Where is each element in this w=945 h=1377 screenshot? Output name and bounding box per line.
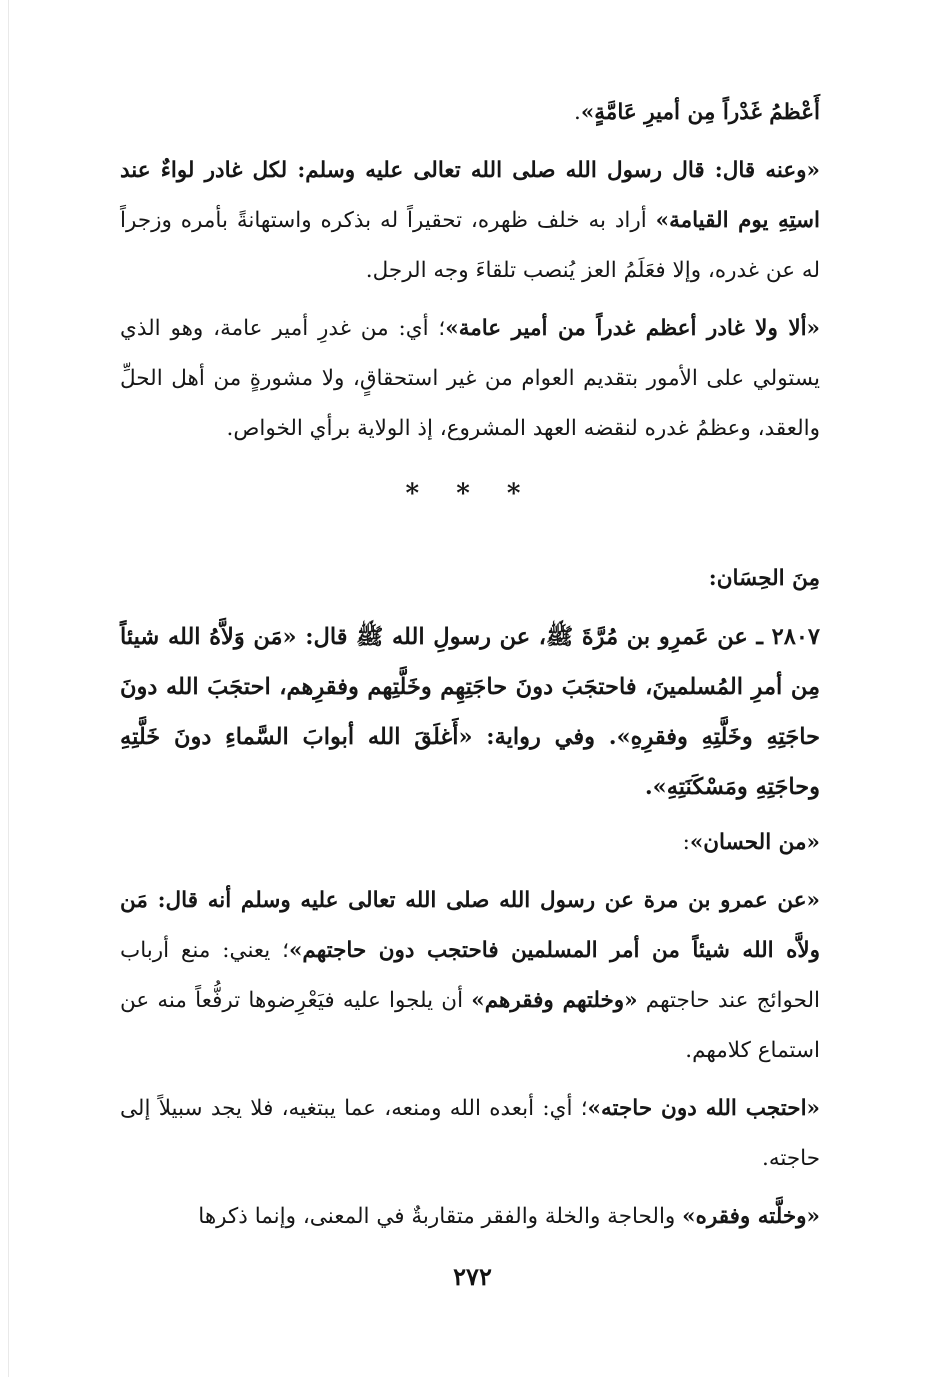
paragraph-7-quote: «وخلَّته وفقره» bbox=[682, 1204, 820, 1229]
paragraph-4-quote: «من الحسان» bbox=[689, 830, 820, 855]
paragraph-6-text: ؛ أي: أبعده الله ومنعه، عما يبتغيه، فلا يجد سبيلاً إلى حاجته. bbox=[120, 1096, 820, 1171]
paragraph-5-quote: «عن عمرو بن مرة عن رسول الله صلى الله تعالى عليه وسلم أنه قال: مَن ولاَّه الله شيئاً من أمر المسلمين فاحتجب دون حاجتهم» bbox=[120, 888, 820, 963]
section-heading: مِنَ الحِسَان: bbox=[708, 566, 820, 591]
paragraph-1-text: . bbox=[574, 100, 581, 125]
paragraph-2-text: أراد به خلف ظهره، تحقيراً له بذكره واستهانةً بأمره وزجراً له عن غدره، وإلا فعَلَمُ العز يُنصب تلقاءَ وجه الرجل. bbox=[120, 208, 820, 283]
paragraph-6 bbox=[120, 1084, 820, 1184]
paragraph-4-text: : bbox=[682, 830, 690, 855]
paragraph-7 bbox=[120, 1192, 820, 1242]
paragraph-7-text: والحاجة والخلة والفقر متقاربةٌ في المعنى، وإنما ذكرها bbox=[198, 1204, 683, 1229]
paragraph-3 bbox=[120, 304, 820, 454]
paragraph-2 bbox=[120, 146, 820, 296]
paragraph-3-text: ؛ أي: من غدرِ أمير عامة، وهو الذي يستولي على الأمور بتقديم العوام من غير استحقاقٍ، ولا مشورةٍ من أهل الحلِّ والعقد، وعظمُ غدره لنقضه العهد المشروع، إذ الولاية برأي الخواص. bbox=[120, 316, 820, 441]
section-divider-asterisks: * * * bbox=[405, 479, 535, 509]
paragraph-2-quote: «وعنه قال: قال رسول الله صلى الله تعالى عليه وسلم: لكل غادر لواءٌ عند استِهِ يوم القيامة» bbox=[120, 158, 821, 233]
paragraph-5-text-2: أن يلجوا عليه فيَعْرِضوها ترفُّعاً منه عن استماع كلامهم. bbox=[120, 988, 820, 1063]
document-page-body bbox=[120, 88, 820, 1250]
paragraph-5-text: ؛ يعني: منع أرباب الحوائج عند حاجتهم bbox=[120, 938, 820, 1013]
paragraph-5 bbox=[120, 876, 820, 1076]
paragraph-3-quote: «ألا ولا غادر أعظم غدراً من أمير عامة» bbox=[445, 316, 820, 341]
paragraph-6-quote: «احتجب الله دون حاجته» bbox=[587, 1096, 820, 1121]
hadith-text: ٢٨٠٧ ـ عن عَمرِو بن مُرَّةَ ﷺ، عن رسولِ الله ﷺ قال: «مَن وَلاَّهُ الله شيئاً مِن أمرِ المُسلمينَ، فاحتجَبَ دونَ حاجَتِهِم وخَلَّتِهم وفقرِهم، احتجَبَ الله دونَ حاجَتِهِ وخَلَّتِهِ وفقرِهِ». وفي رواية: «أَغلَقَ الله أبوابَ السَّماءِ دونَ خَلَّتِهِ وحاجَتِهِ ومَسْكَنَتِهِ». bbox=[120, 624, 820, 800]
paragraph-1-quote: أَعْظمُ غَدْراً مِن أميرِ عَامَّةٍ» bbox=[580, 100, 820, 125]
paragraph-1 bbox=[120, 88, 820, 138]
scan-gutter-line bbox=[8, 0, 9, 1377]
paragraph-5-quote-2: «وخلتهم وفقرهم» bbox=[471, 988, 638, 1013]
paragraph-4 bbox=[120, 818, 820, 868]
page-number: ٢٧٢ bbox=[453, 1262, 492, 1291]
